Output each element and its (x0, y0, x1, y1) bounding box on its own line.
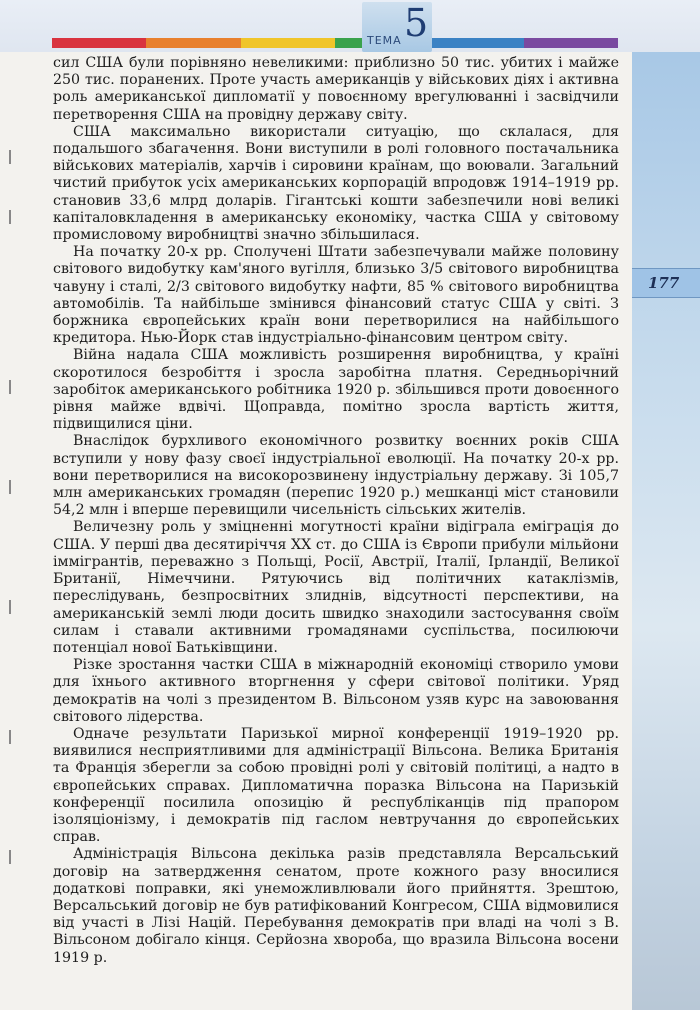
paragraph: Внаслідок бурхливого економічного розвитку воєнних років США вступили у нову фазу своєї індустріальної еволюції. На початку 20-х рр. вони перетворилися на високорозвинену індустріальну державу. Зі 105,7 млн американських громадян (перепис 1920 р.) мешканці міст становили 54,2 млн і вперше перевищили чисельність сільських жителів. (53, 433, 619, 519)
binding-mark (9, 730, 11, 744)
body-text (53, 55, 619, 967)
paragraph: На початку 20-х рр. Сполучені Штати забезпечували майже половину світового видобутку кам'яного вугілля, близько 3/5 світового виробництва чавуну і сталі, 2/3 світового видобутку нафти, 85 % світового виробництва автомобілів. Та найбільше змінився фінансовий статус США у світі. З боржника європейських країн вони перетворилися на найбільшого кредитора. Нью-Йорк став індустріально-фінансовим центром світу. (53, 244, 619, 347)
binding-mark (9, 210, 11, 224)
binding-marks (6, 150, 20, 930)
color-bar (52, 38, 618, 48)
binding-mark (9, 850, 11, 864)
paragraph: Різке зростання частки США в міжнародній економіці створило умови для їхнього активного вторгнення у сфери світової політики. Уряд демократів на чолі з президентом В. Вільсоном узяв курс на завоювання світового лідерства. (53, 657, 619, 725)
color-segment (52, 38, 146, 48)
paragraph: Війна надала США можливість розширення виробництва, у країні скоротилося безробіття і зросла заробітна платня. Середньорічний заробіток американського робітника 1920 р. збільшився проти довоєнного рівня майже вдвічі. Щоправда, помітно зросла вартість життя, підвищилися ціни. (53, 347, 619, 433)
color-segment (146, 38, 240, 48)
binding-mark (9, 150, 11, 164)
right-margin-panel (632, 52, 700, 1010)
binding-mark (9, 380, 11, 394)
color-segment (241, 38, 335, 48)
topic-number: 5 (404, 1, 429, 45)
topic-label: ТЕМА (367, 34, 402, 47)
binding-mark (9, 480, 11, 494)
paragraph: Адміністрація Вільсона декілька разів представляла Версальський договір на затвердження сенатом, проте кожного разу вносилися додаткові поправки, які унеможливлювали його прийняття. Зрештою, Версальський договір не був ратифікований Конгресом, США відмовилися від участі в Лізі Націй. Перебування демократів при владі на чолі з В. Вільсоном добігало кінця. Серйозна хвороба, що вразила Вільсона восени 1919 р. (53, 846, 619, 966)
paragraph: сил США були порівняно невеликими: приблизно 50 тис. убитих і майже 250 тис. поранених. Проте участь американців у військових діях і активна роль американської дипломатії у повоєнному врегулюванні і засвідчили перетворення США на провідну державу світу. (53, 55, 619, 123)
paragraph: Одначе результати Паризької мирної конференції 1919–1920 рр. виявилися несприятливими для адміністрації Вільсона. Велика Британія та Франція зберегли за собою провідні ролі у світовій політиці, а надто в європейських справах. Дипломатична поразка Вільсона на Паризькій конференції посилила опозицію й республіканців під прапором ізоляціонізму, і демократів під гаслом невтручання до європейських справ. (53, 725, 619, 846)
color-segment (524, 38, 618, 48)
paragraph: США максимально використали ситуацію, що склалася, для подальшого збагачення. Вони виступили в ролі головного постачальника військових матеріалів, харчів і сировини країнам, що воювали. Загальний чистий прибуток усіх американських корпорацій впродовж 1914–1919 рр. становив 33,6 млрд доларів. Гігантські кошти забезпечили нові великі капіталовкладення в американську економіку, частка США у світовому промисловому виробництві значно збільшилася. (53, 123, 619, 244)
color-segment (429, 38, 523, 48)
page-number: 177 (648, 274, 680, 292)
paragraph: Величезну роль у зміцненні могутності країни відіграла еміграція до США. У перші два десятиріччя ХХ ст. до США із Європи прибули мільйони іммігрантів, переважно з Польщі, Росії, Австрії, Італії, Ірландії, Великої Британії, Німеччини. Рятуючись від політичних катаклізмів, переслідувань, безпросвітних злиднів, відсутності перспективи, на американській землі люди досить швидко знаходили застосування своїм силам і ставали активними громадянами суспільства, посилюючи потенціал нової Батьківщини. (53, 519, 619, 656)
binding-mark (9, 600, 11, 614)
